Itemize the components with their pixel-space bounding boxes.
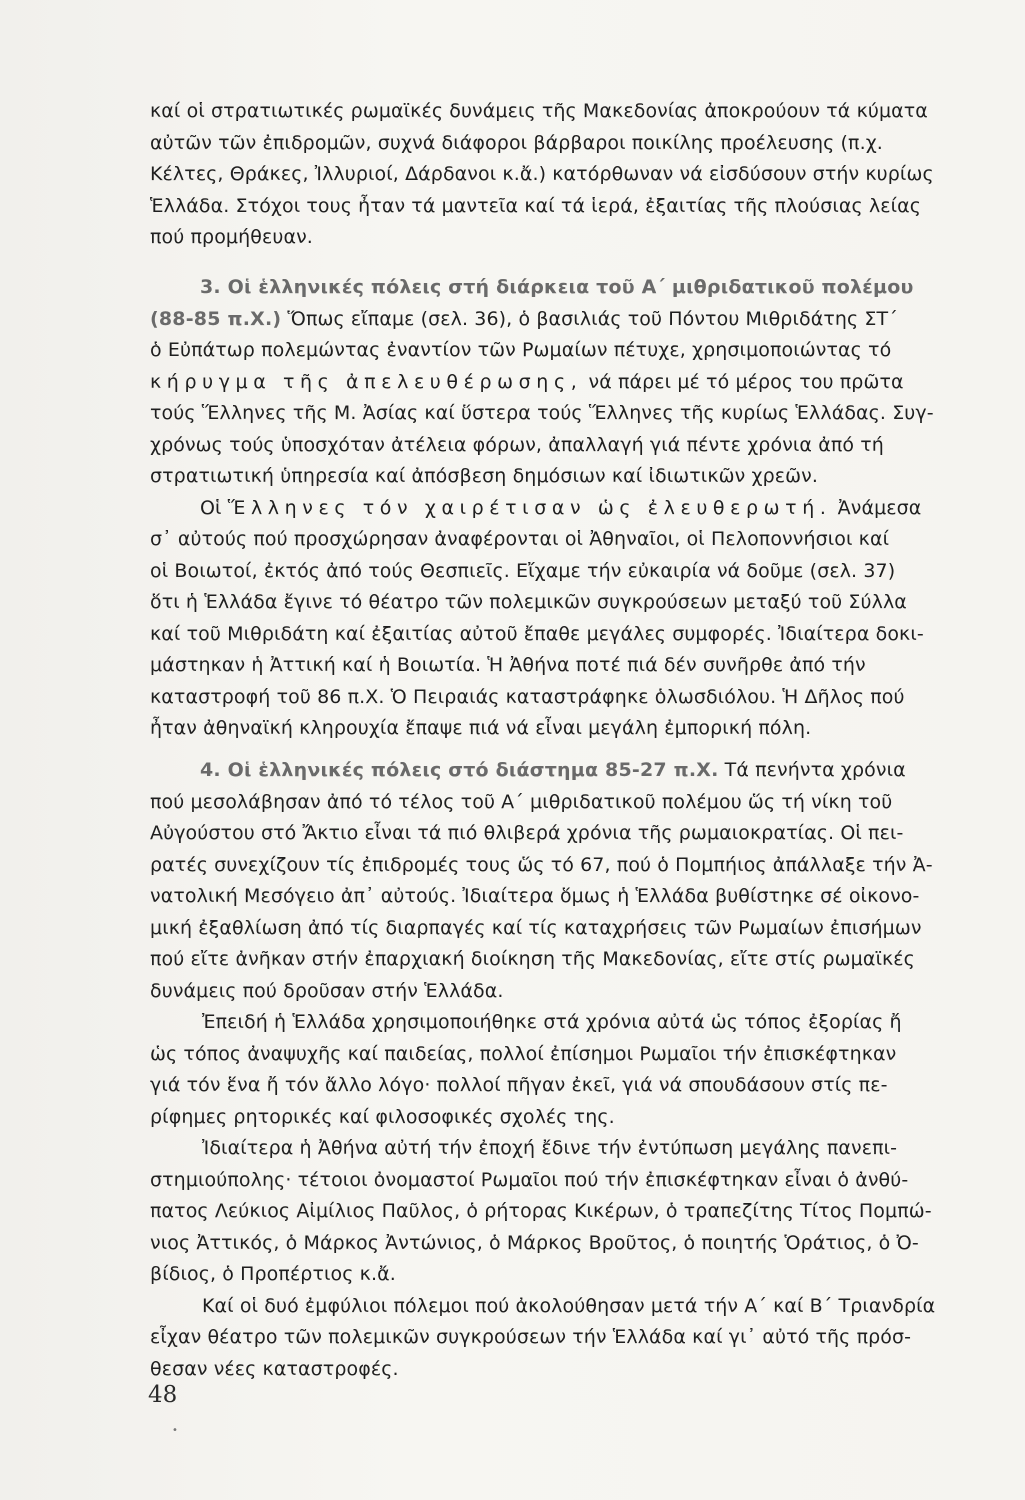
text-line: οἱ Βοιωτοί, ἐκτός ἀπό τούς Θεσπιεῖς. Εἴχαμε τήν εὐκαιρία νά δοῦμε (σελ. 37) (150, 559, 896, 582)
text-line (150, 367, 990, 399)
text-line: Αὐγούστου στό Ἄκτιο εἶναι τά πιό θλιβερά χρόνια τῆς ρωμαιοκρατίας. Οἱ πει- (150, 822, 904, 844)
section-4 (150, 755, 990, 1385)
text-line: γιά τόν ἕνα ἤ τόν ἄλλο λόγο· πολλοί πῆγαν ἐκεῖ, γιά νά σπουδάσουν στίς πε- (150, 1074, 888, 1096)
section-3-heading-dates: (88-85 π.Χ.) (150, 307, 282, 330)
text-line: νατολική Μεσόγειο ἀπ᾽ αὐτούς. Ἰδιαίτερα ὅμως ἡ Ἑλλάδα βυθίστηκε σέ οἰκονο- (150, 885, 920, 907)
text-line: ὡς τόπος ἀναψυχῆς καί παιδείας, πολλοί ἐπίσημοι Ρωμαῖοι τήν ἐπισκέφτηκαν (150, 1042, 897, 1065)
text-line: πού μεσολάβησαν ἀπό τό τέλος τοῦ Α΄ μιθριδατικοῦ πολέμου ὥς τή νίκη τοῦ (150, 790, 893, 813)
text-line: ρατές συνεχίζουν τίς ἐπιδρομές τους ὥς τό 67, πού ὁ Πομπήιος ἀπάλλαξε τήν Ἀ- (150, 853, 933, 876)
text-line: μάστηκαν ἡ Ἀττική καί ἡ Βοιωτία. Ἡ Ἀθήνα ποτέ πιά δέν συνῆρθε ἀπό τήν (150, 654, 866, 676)
text-line: θεσαν νέες καταστροφές. (150, 1357, 399, 1380)
text-line: πατος Λεύκιος Αἰμίλιος Παῦλος, ὁ ρήτορας Κικέρων, ὁ τραπεζίτης Τίτος Πομπώ- (150, 1200, 932, 1222)
text-line: χρόνως τούς ὑποσχόταν ἀτέλεια φόρων, ἀπαλλαγή γιά πέντε χρόνια ἀπό τή (150, 433, 884, 456)
page-number: 48 (148, 1382, 178, 1408)
text-line: στημιούπολης· τέτοιοι ὀνομαστοί Ρωμαῖοι πού τήν ἐπισκέφτηκαν εἶναι ὁ ἀνθύ- (150, 1168, 909, 1191)
text-line: ὅτι ἡ Ἑλλάδα ἔγινε τό θέατρο τῶν πολεμικῶν συγκρούσεων μεταξύ τοῦ Σύλλα (150, 591, 907, 613)
text-line: σ᾽ αὐτούς πού προσχώρησαν ἀναφέρονται οἱ Ἀθηναῖοι, οἱ Πελοποννήσιοι καί (150, 528, 890, 550)
text-line: στρατιωτική ὑπηρεσία καί ἀπόσβεση δημόσιων καί ἰδιωτικῶν χρεῶν. (150, 465, 818, 487)
text-line (150, 755, 990, 787)
text-line: ὁ Εὐπάτωρ πολεμώντας ἐναντίον τῶν Ρωμαίων πέτυχε, χρησιμοποιώντας τό (150, 339, 892, 361)
emphasized-text: Ἕλληνες τόν χαιρέτισαν ὡς ἐλευθερωτή. (227, 496, 832, 519)
text-line: δυνάμεις πού δροῦσαν στήν Ἑλλάδα. (150, 979, 504, 1002)
text-line: μική ἐξαθλίωση ἀπό τίς διαρπαγές καί τίς καταχρήσεις τῶν Ρωμαίων ἐπισήμων (150, 916, 922, 939)
text-span: Οἱ (200, 496, 228, 519)
text-line: ἦταν ἀθηναϊκή κληρουχία ἔπαψε πιά νά εἶναι μεγάλη ἐμπορική πόλη. (150, 717, 812, 739)
text-line: Κέλτες, Θράκες, Ἰλλυριοί, Δάρδανοι κ.ἄ.) κατόρθωναν νά εἰσδύσουν στήν κυρίως (150, 163, 934, 185)
text-line: τούς Ἕλληνες τῆς Μ. Ἀσίας καί ὕστερα τούς Ἕλληνες τῆς κυρίως Ἑλλάδας. Συγ- (150, 402, 934, 424)
footer-mark: • (172, 1425, 178, 1436)
text-line (150, 304, 990, 336)
text-line: πού προμήθευαν. (150, 226, 313, 248)
text-line: βίδιος, ὁ Προπέρτιος κ.ἄ. (150, 1263, 396, 1285)
intro-paragraph (150, 96, 990, 254)
text-span: Ὅπως εἴπαμε (σελ. 36), ὁ βασιλιάς τοῦ Πόντου Μιθριδάτης ΣΤ΄ (281, 307, 898, 330)
text-line: Καί οἱ δυό ἐμφύλιοι πόλεμοι πού ἀκολούθησαν μετά τήν Α΄ καί Β΄ Τριανδρία (202, 1294, 936, 1317)
text-line: πού εἴτε ἀνῆκαν στήν ἐπαρχιακή διοίκηση τῆς Μακεδονίας, εἴτε στίς ρωμαϊκές (150, 948, 915, 970)
section-3-heading: 3. Οἱ ἑλληνικές πόλεις στή διάρκεια τοῦ Α΄ μιθριδατικοῦ πολέμου (200, 276, 914, 298)
text-line: Ἑλλάδα. Στόχοι τους ἦταν τά μαντεῖα καί τά ἱερά, ἐξαιτίας τῆς πλούσιας λείας (150, 194, 922, 217)
text-line: καί οἱ στρατιωτικές ρωμαϊκές δυνάμεις τῆς Μακεδονίας ἀποκρούουν τά κύματα (150, 100, 928, 122)
text-line (150, 493, 990, 525)
text-line: καταστροφή τοῦ 86 π.Χ. Ὁ Πειραιάς καταστράφηκε ὁλωσδιόλου. Ἡ Δῆλος πού (150, 685, 905, 708)
text-line: ρίφημες ρητορικές καί φιλοσοφικές σχολές της. (150, 1105, 615, 1128)
emphasized-text: κήρυγμα τῆς ἀπελευθέρωσης, (150, 370, 583, 393)
section-3 (150, 272, 990, 745)
section-4-heading: 4. Οἱ ἑλληνικές πόλεις στό διάστημα 85-27 π.Χ. (200, 759, 719, 781)
text-line: εἶχαν θέατρο τῶν πολεμικῶν συγκρούσεων τήν Ἑλλάδα καί γι᾽ αὐτό τῆς πρόσ- (150, 1326, 912, 1348)
text-span: Ἀνάμεσα (831, 496, 922, 519)
text-line: Ἰδιαίτερα ἡ Ἀθήνα αὐτή τήν ἐποχή ἔδινε τήν ἐντύπωση μεγάλης πανεπι- (202, 1137, 898, 1159)
text-line: Ἐπειδή ἡ Ἑλλάδα χρησιμοποιήθηκε στά χρόνια αὐτά ὡς τόπος ἐξορίας ἤ (202, 1011, 902, 1033)
text-span: νά πάρει μέ τό μέρος του πρῶτα (582, 370, 904, 393)
text-line: νιος Ἀττικός, ὁ Μάρκος Ἀντώνιος, ὁ Μάρκος Βροῦτος, ὁ ποιητής Ὁράτιος, ὁ Ὀ- (150, 1231, 919, 1254)
text-line: καί τοῦ Μιθριδάτη καί ἐξαιτίας αὐτοῦ ἔπαθε μεγάλες συμφορές. Ἰδιαίτερα δοκι- (150, 622, 924, 645)
text-span: Τά πενήντα χρόνια (718, 759, 906, 781)
section-3-heading-line (150, 272, 990, 304)
text-line: αὐτῶν τῶν ἐπιδρομῶν, συχνά διάφοροι βάρβαροι ποικίλης προέλευσης (π.χ. (150, 131, 883, 154)
